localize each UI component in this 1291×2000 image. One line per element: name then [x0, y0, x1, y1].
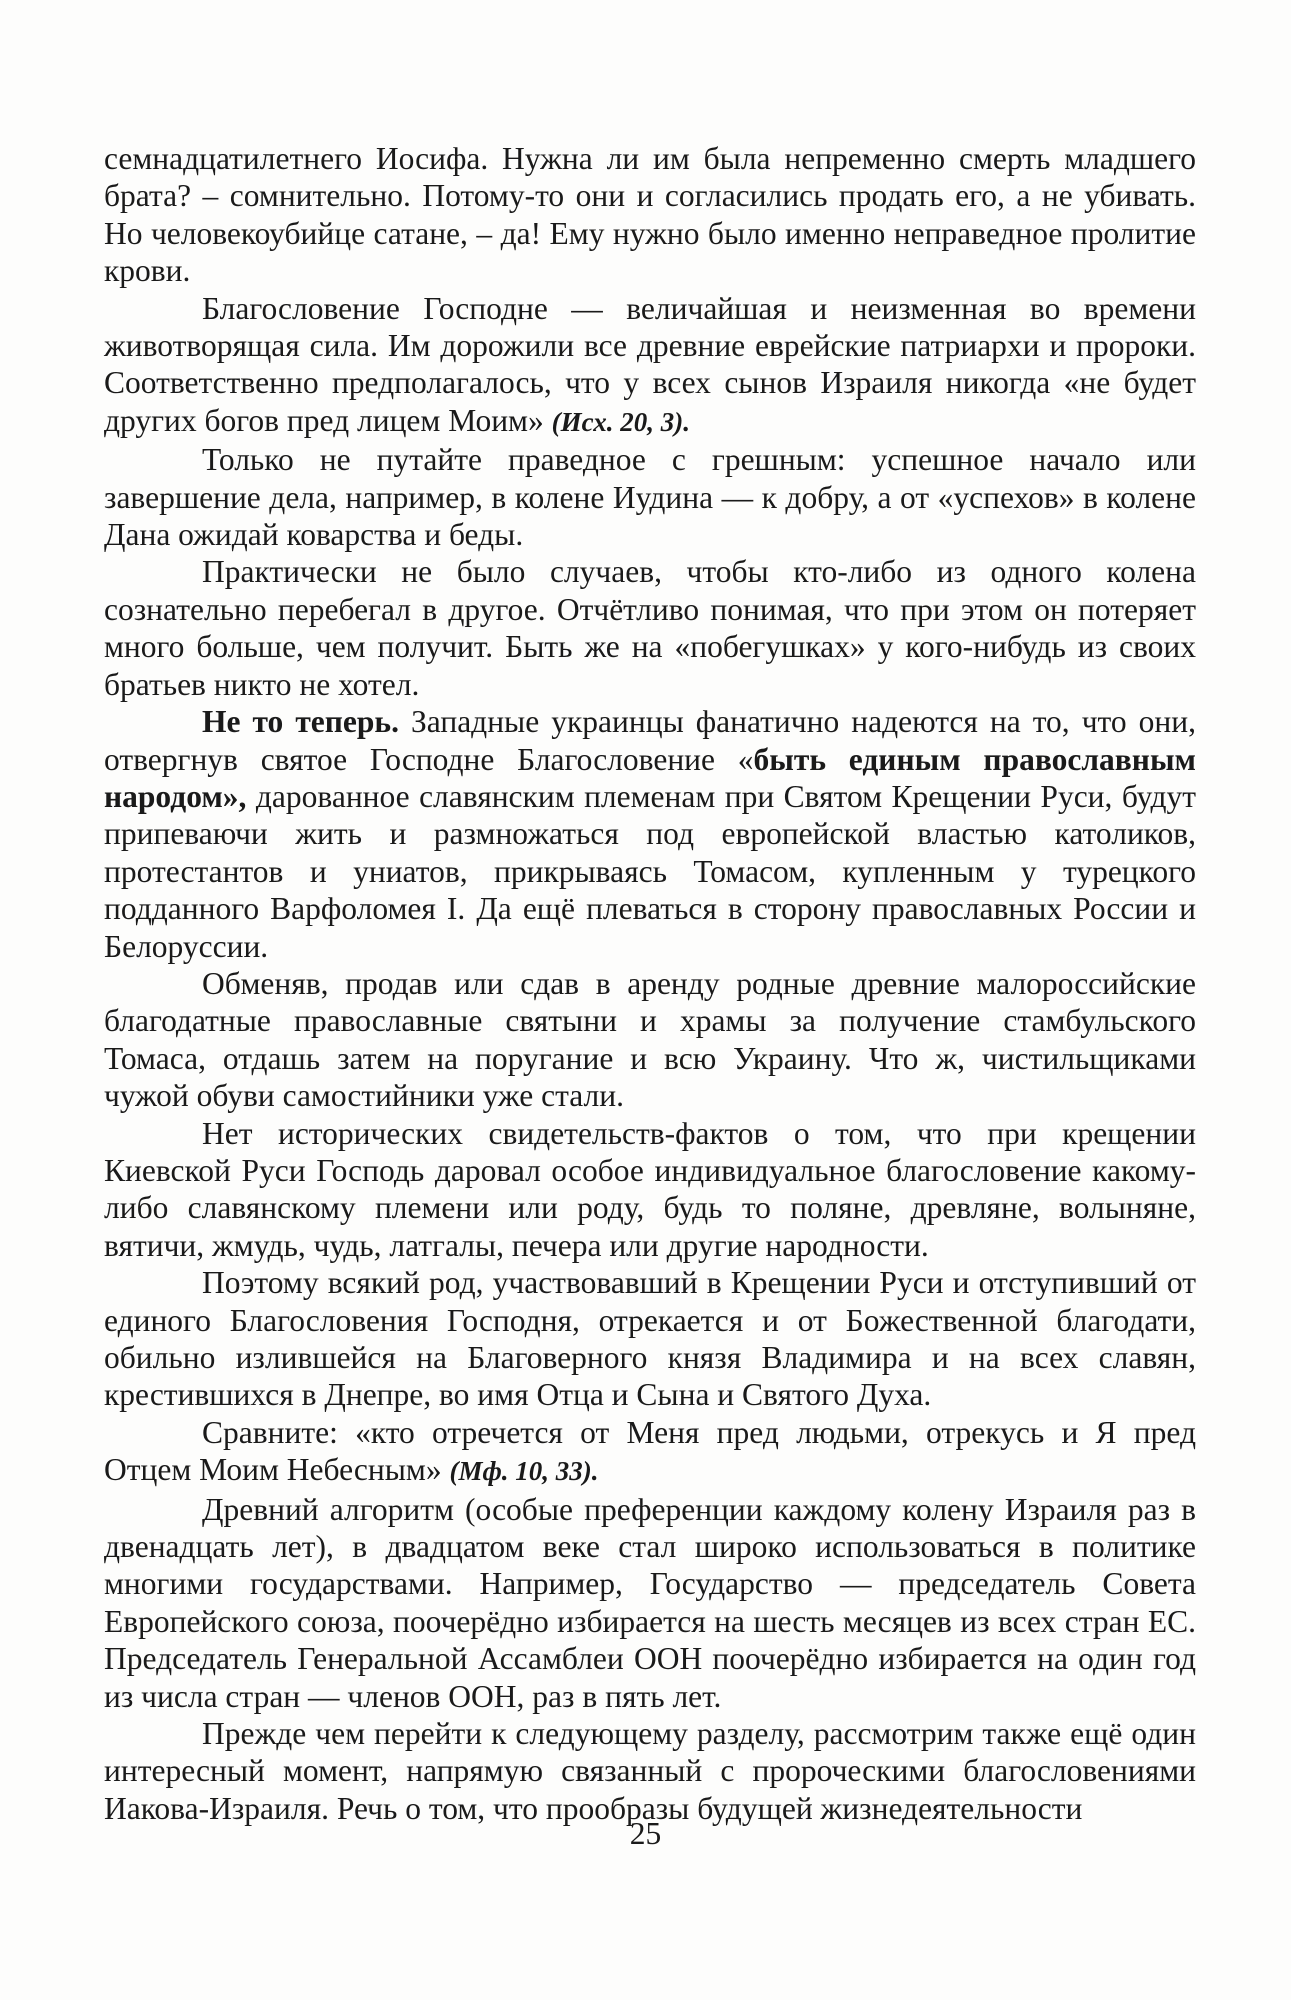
paragraph-8 — [104, 1264, 1196, 1414]
paragraph-3 — [104, 441, 1196, 553]
paragraph-text: Обменяв, продав или сдав в аренду родные древние малороссийские благодатные православные святыни и храмы за получение стамбульского Томаса, отдашь затем на поругание и всю Украину. Что ж, чистильщиками чужой обуви самостийники уже стали. — [104, 965, 1196, 1114]
paragraph-text: Древний алгоритм (особые преференции каждому колену Израиля раз в двенадцать лет), в двадцатом веке стал широко использоваться в политике многими государствами. Например, Государство — председатель Совета Европейского союза, поочерёдно избирается на шесть месяцев из всех стран ЕС. Председатель Генеральной Ассамблеи ООН поочерёдно избирается на один год из числа стран — членов ООН, раз в пять лет. — [104, 1491, 1196, 1714]
page-number: 25 — [629, 1816, 662, 1851]
paragraph-10 — [104, 1491, 1196, 1715]
paragraph-4 — [104, 553, 1196, 703]
paragraph-6 — [104, 965, 1196, 1115]
paragraph-text: семнадцатилетнего Иосифа. Нужна ли им была непременно смерть младшего брата? – сомнительно. Потому-то они и согласились продать его, а не убивать. Но человекоубийце сатане, – да! Ему нужно было именно неправедное пролитие крови. — [104, 141, 1196, 289]
paragraph-text: Практически не было случаев, чтобы кто-либо из одного колена сознательно перебегал в другое. Отчётливо понимая, что при этом он потеряет много больше, чем получит. Быть же на «побегушках» у кого-нибудь из своих братьев никто не хотел. — [104, 554, 1196, 702]
scripture-citation: (Исх. 20, 3). — [551, 406, 690, 437]
paragraph-text: Поэтому всякий род, участвовавший в Крещении Руси и отступивший от единого Благословения Господня, отрекается и от Божественной благодати, обильно излившейся на Благоверного князя Владимира и на всех славян, крестившихся в Днепре, во имя Отца и Сына и Святого Духа. — [104, 1265, 1196, 1413]
paragraph-5 — [104, 703, 1196, 965]
paragraph-9 — [104, 1414, 1196, 1491]
paragraph-11 — [104, 1715, 1196, 1827]
scripture-citation: (Мф. 10, 33). — [449, 1456, 599, 1487]
paragraph-text: Только не путайте праведное с грешным: успешное начало или завершение дела, например, в колене Иудина — к добру, а от «успехов» в колене Дана ожидай коварства и беды. — [104, 442, 1196, 553]
paragraph-text: Нет исторических свидетельств-фактов о том, что при крещении Киевской Руси Господь даровал особое индивидуальное благословение какому-либо славянскому племени или роду, будь то поляне, древляне, волыняне, вятичи, жмудь, чудь, латгалы, печера или другие народности. — [104, 1115, 1196, 1263]
paragraph-text: Западные украинцы фанатично надеются на то, что они, отвергнув святое Господне Благословение « — [104, 704, 1196, 777]
bold-lead: Не то теперь. — [202, 704, 399, 740]
paragraph-2 — [104, 290, 1196, 442]
body-text — [104, 140, 1196, 1827]
paragraph-text: Благословение Господне — величайшая и неизменная во времени животворящая сила. Им дорожили все древние еврейские патриархи и пророки. Соответственно предполагалось, что у всех сынов Израиля никогда «не будет других богов пред лицем Моим» — [104, 290, 1196, 438]
paragraph-7 — [104, 1115, 1196, 1265]
paragraph-1 — [104, 140, 1196, 290]
paragraph-text: Сравните: «кто отречется от Меня пред людьми, отрекусь и Я пред Отцем Моим Небесным» — [104, 1414, 1196, 1488]
bold-emphasis: быть единым православным народом», — [104, 741, 1196, 814]
paragraph-text: Прежде чем перейти к следующему разделу, рассмотрим также ещё один интересный момент, напрямую связанный с пророческими благословениями Иакова-Израиля. Речь о том, что прообразы будущей жизнедеятельности — [104, 1716, 1196, 1826]
paragraph-text: дарованное славянским племенам при Святом Крещении Руси, будут припеваючи жить и размножаться под европейской властью католиков, протестантов и униатов, прикрываясь Томасом, купленным у турецкого подданного Варфоломея I. Да ещё плеваться в сторону православных России и Белоруссии. — [104, 778, 1196, 964]
